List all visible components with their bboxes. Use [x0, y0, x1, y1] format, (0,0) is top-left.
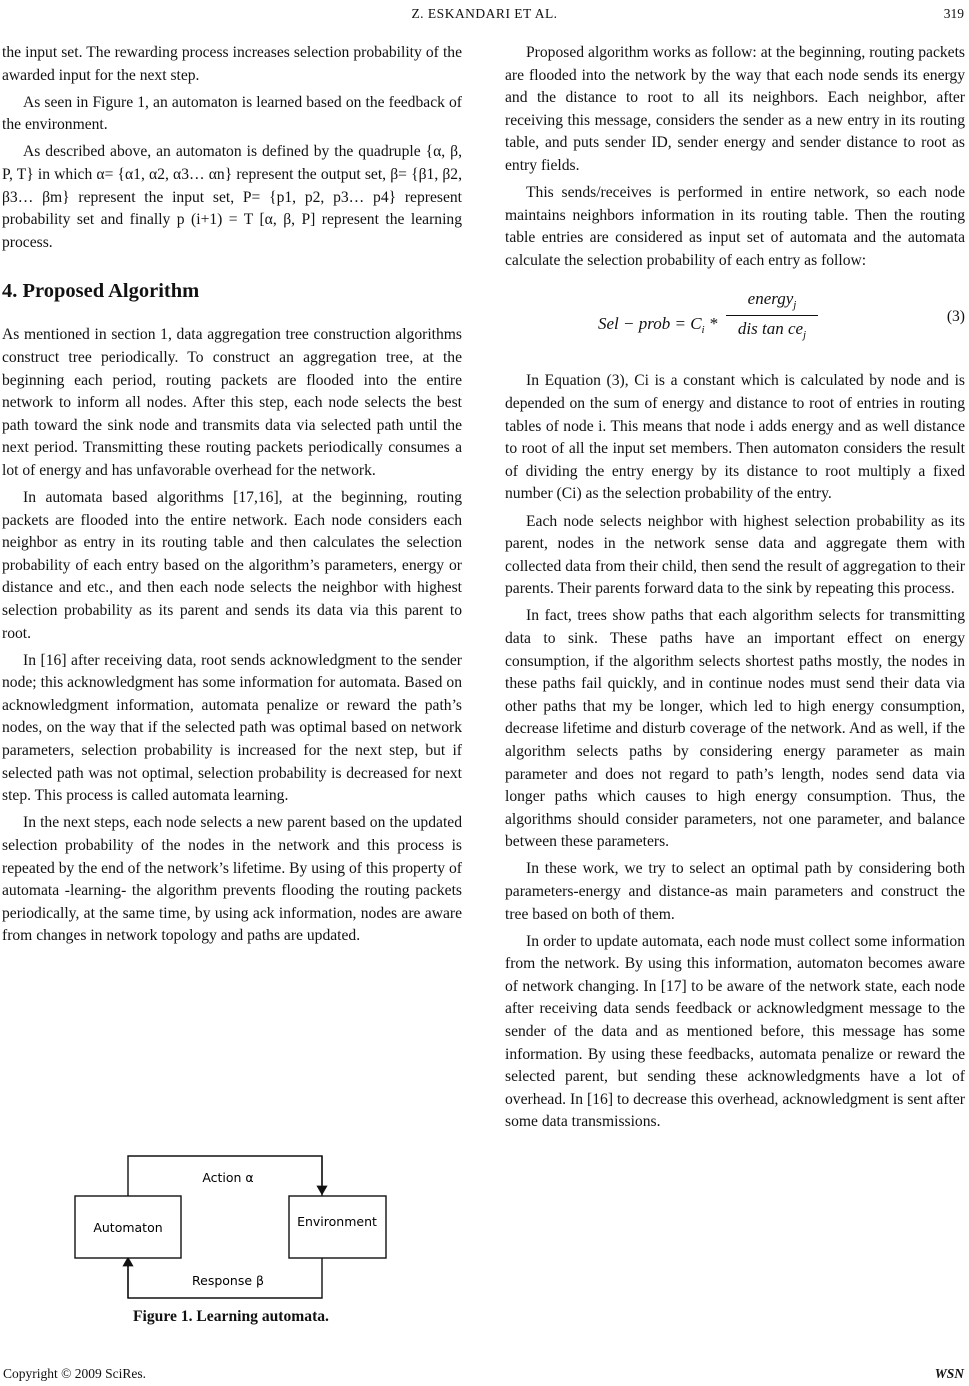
equation-number: (3): [946, 308, 965, 326]
journal-name: WSN: [934, 1366, 964, 1381]
paragraph: In Equation (3), Ci is a constant which is calculated by node and is depended on the sum of energy and distance to root of entries in routing tables of node i. This means that node i adds energy and as well distance to root of all the input set members. Then automaton considers the result of dividing the entry energy by its distance to root multiply a fixed number (Ci) as the selection probability of the entry.: [505, 372, 965, 503]
equation-fraction: [726, 288, 818, 347]
right-column: [505, 42, 965, 1139]
equation-star: *: [708, 314, 718, 334]
response-label: Response β: [192, 1273, 264, 1288]
equation-denominator: dis tan ce: [737, 319, 804, 339]
equation-numerator: energy: [747, 289, 794, 309]
fraction-bar: [726, 315, 818, 316]
environment-label: Environment: [297, 1214, 377, 1229]
automata-diagram: [70, 1148, 390, 1318]
paragraph: This sends/receives is performed in entire network, so each node maintains neighbors information in its routing table. Then the routing table entries are considered as input set of automata and the automata calculate the selection probability of each entry as follow:: [505, 184, 965, 269]
paragraph: the input set. The rewarding process increases selection probability of the awarded input for the next step.: [2, 44, 462, 84]
paragraph: As seen in Figure 1, an automaton is learned based on the feedback of the environment.: [2, 93, 462, 134]
paragraph: Proposed algorithm works as follow: at the beginning, routing packets are flooded into the network by the way that each node sends its energy and the distance to root to all its neighbors. Each neighbor, after receiving this message, considers the sender as a new entry in its routing table, and puts sender ID, sender energy and sender distance to root as entry fields.: [505, 44, 965, 174]
paragraph: In fact, trees show paths that each algorithm selects for transmitting data to sink. These paths have an important effect on energy consumption, if the algorithm selects shortest paths mostly, the nodes in these paths fail quickly, and in continue nodes must send their data via other paths that my be longer, which led to high energy consumption, decrease lifetime and disturb coverage of the network. And as well, if the algorithm selects paths by considering energy parameter as main parameter and does not regard to path’s length, nodes send data via longer paths which causes to high energy consumption. Thus, the algorithms should consider parameters, not one parameter, and balance between these parameters.: [505, 607, 965, 851]
action-label: Action α: [202, 1170, 254, 1185]
paragraph: In order to update automata, each node must collect some information from the network. By using this information, automaton becomes aware of network changing. In [17] to be aware of the network state, each node after receiving data sends feedback or acknowledgment message to the sender of the data and as mentioned before, this message has some information. By using these feedbacks, automata penalize or reward the selected parent, but sending these acknowledgments have a lot of overhead. In [16] to decrease this overhead, acknowledgment is sent after some data transmissions.: [505, 932, 965, 1131]
equation-denominator-subscript: j: [803, 329, 807, 342]
copyright: Copyright © 2009 SciRes.: [3, 1366, 147, 1381]
paragraph: Each node selects neighbor with highest selection probability as its parent, nodes in the network sense data and aggregate them with collected data from their child, then send the result of aggregation to their parents. Their parents forward data to the sink by repeating this process.: [505, 512, 965, 598]
equation-3: [505, 282, 965, 362]
equation-numerator-subscript: j: [793, 299, 797, 312]
paragraph: In [16] after receiving data, root sends acknowledgment to the sender node; this acknowledgment has some information for automata. Based on acknowledgment information, automata penalize or reward the path’s nodes, on the way that if the selected path was optimal based on network parameters, selection probability is increased for the next step, but if selected path was not optimal, selection probability is decreased for next step. This process is called automata learning.: [2, 651, 462, 805]
paragraph: In these work, we try to select an optimal path by considering both parameters-energy and distance-as main parameters and construct the tree based on both of them.: [505, 860, 965, 923]
figure-caption: Figure 1. Learning automata.: [133, 1308, 329, 1325]
paragraph: As mentioned in section 1, data aggregation tree construction algorithms construct tree periodically. To construct an aggregation tree, at the beginning each period, routing packets are flooded into the entire network to inform all nodes. After this step, each node selects the best path toward the sink node and transmits data via selected path until the next period. Transmitting these routing packets periodically consumes a lot of energy and has unfavorable overhead for the network.: [2, 326, 462, 479]
paragraph: As described above, an automaton is defined by the quadruple {α, β, P, T} in which α= {α1, α2, α3… αn} represent the output set, β= {β1, β2, β3… βm} represent the input set, P= {p1, p2, p3… p4} represent probability set and finally p (i+1) = T [α, β, P] represent the learning process.: [2, 143, 462, 251]
automaton-label: Automaton: [93, 1220, 163, 1235]
equation-lhs: Sel − prob = C: [598, 314, 702, 334]
paragraph: In the next steps, each node selects a new parent based on the updated selection probability of the nodes in the network and this process is repeated by the end of the network’s lifetime. By using of this property of automata -learning- the algorithm prevents flooding the routing packets periodically, at the same time, by using ack information, nodes are aware from changes in network topology and paths are updated.: [2, 814, 462, 945]
section-heading: 4. Proposed Algorithm: [2, 280, 200, 303]
left-column: [2, 42, 462, 952]
page-header: [0, 6, 969, 28]
page-number: 319: [943, 6, 964, 21]
figure-learning-automata: [70, 1148, 390, 1318]
equation-lhs-subscript: i: [701, 324, 705, 337]
paragraph: In automata based algorithms [17,16], at the beginning, routing packets are flooded into the entire network. Each node considers each neighbor as entry in its routing table and then calculates the selection probability of each entry based on the algorithm’s parameters, energy or distance and etc., and then each node selects the neighbor with highest selection probability as its parent and sends its data via this parent to root.: [2, 489, 462, 642]
running-title: Z. ESKANDARI ET AL.: [411, 6, 558, 21]
